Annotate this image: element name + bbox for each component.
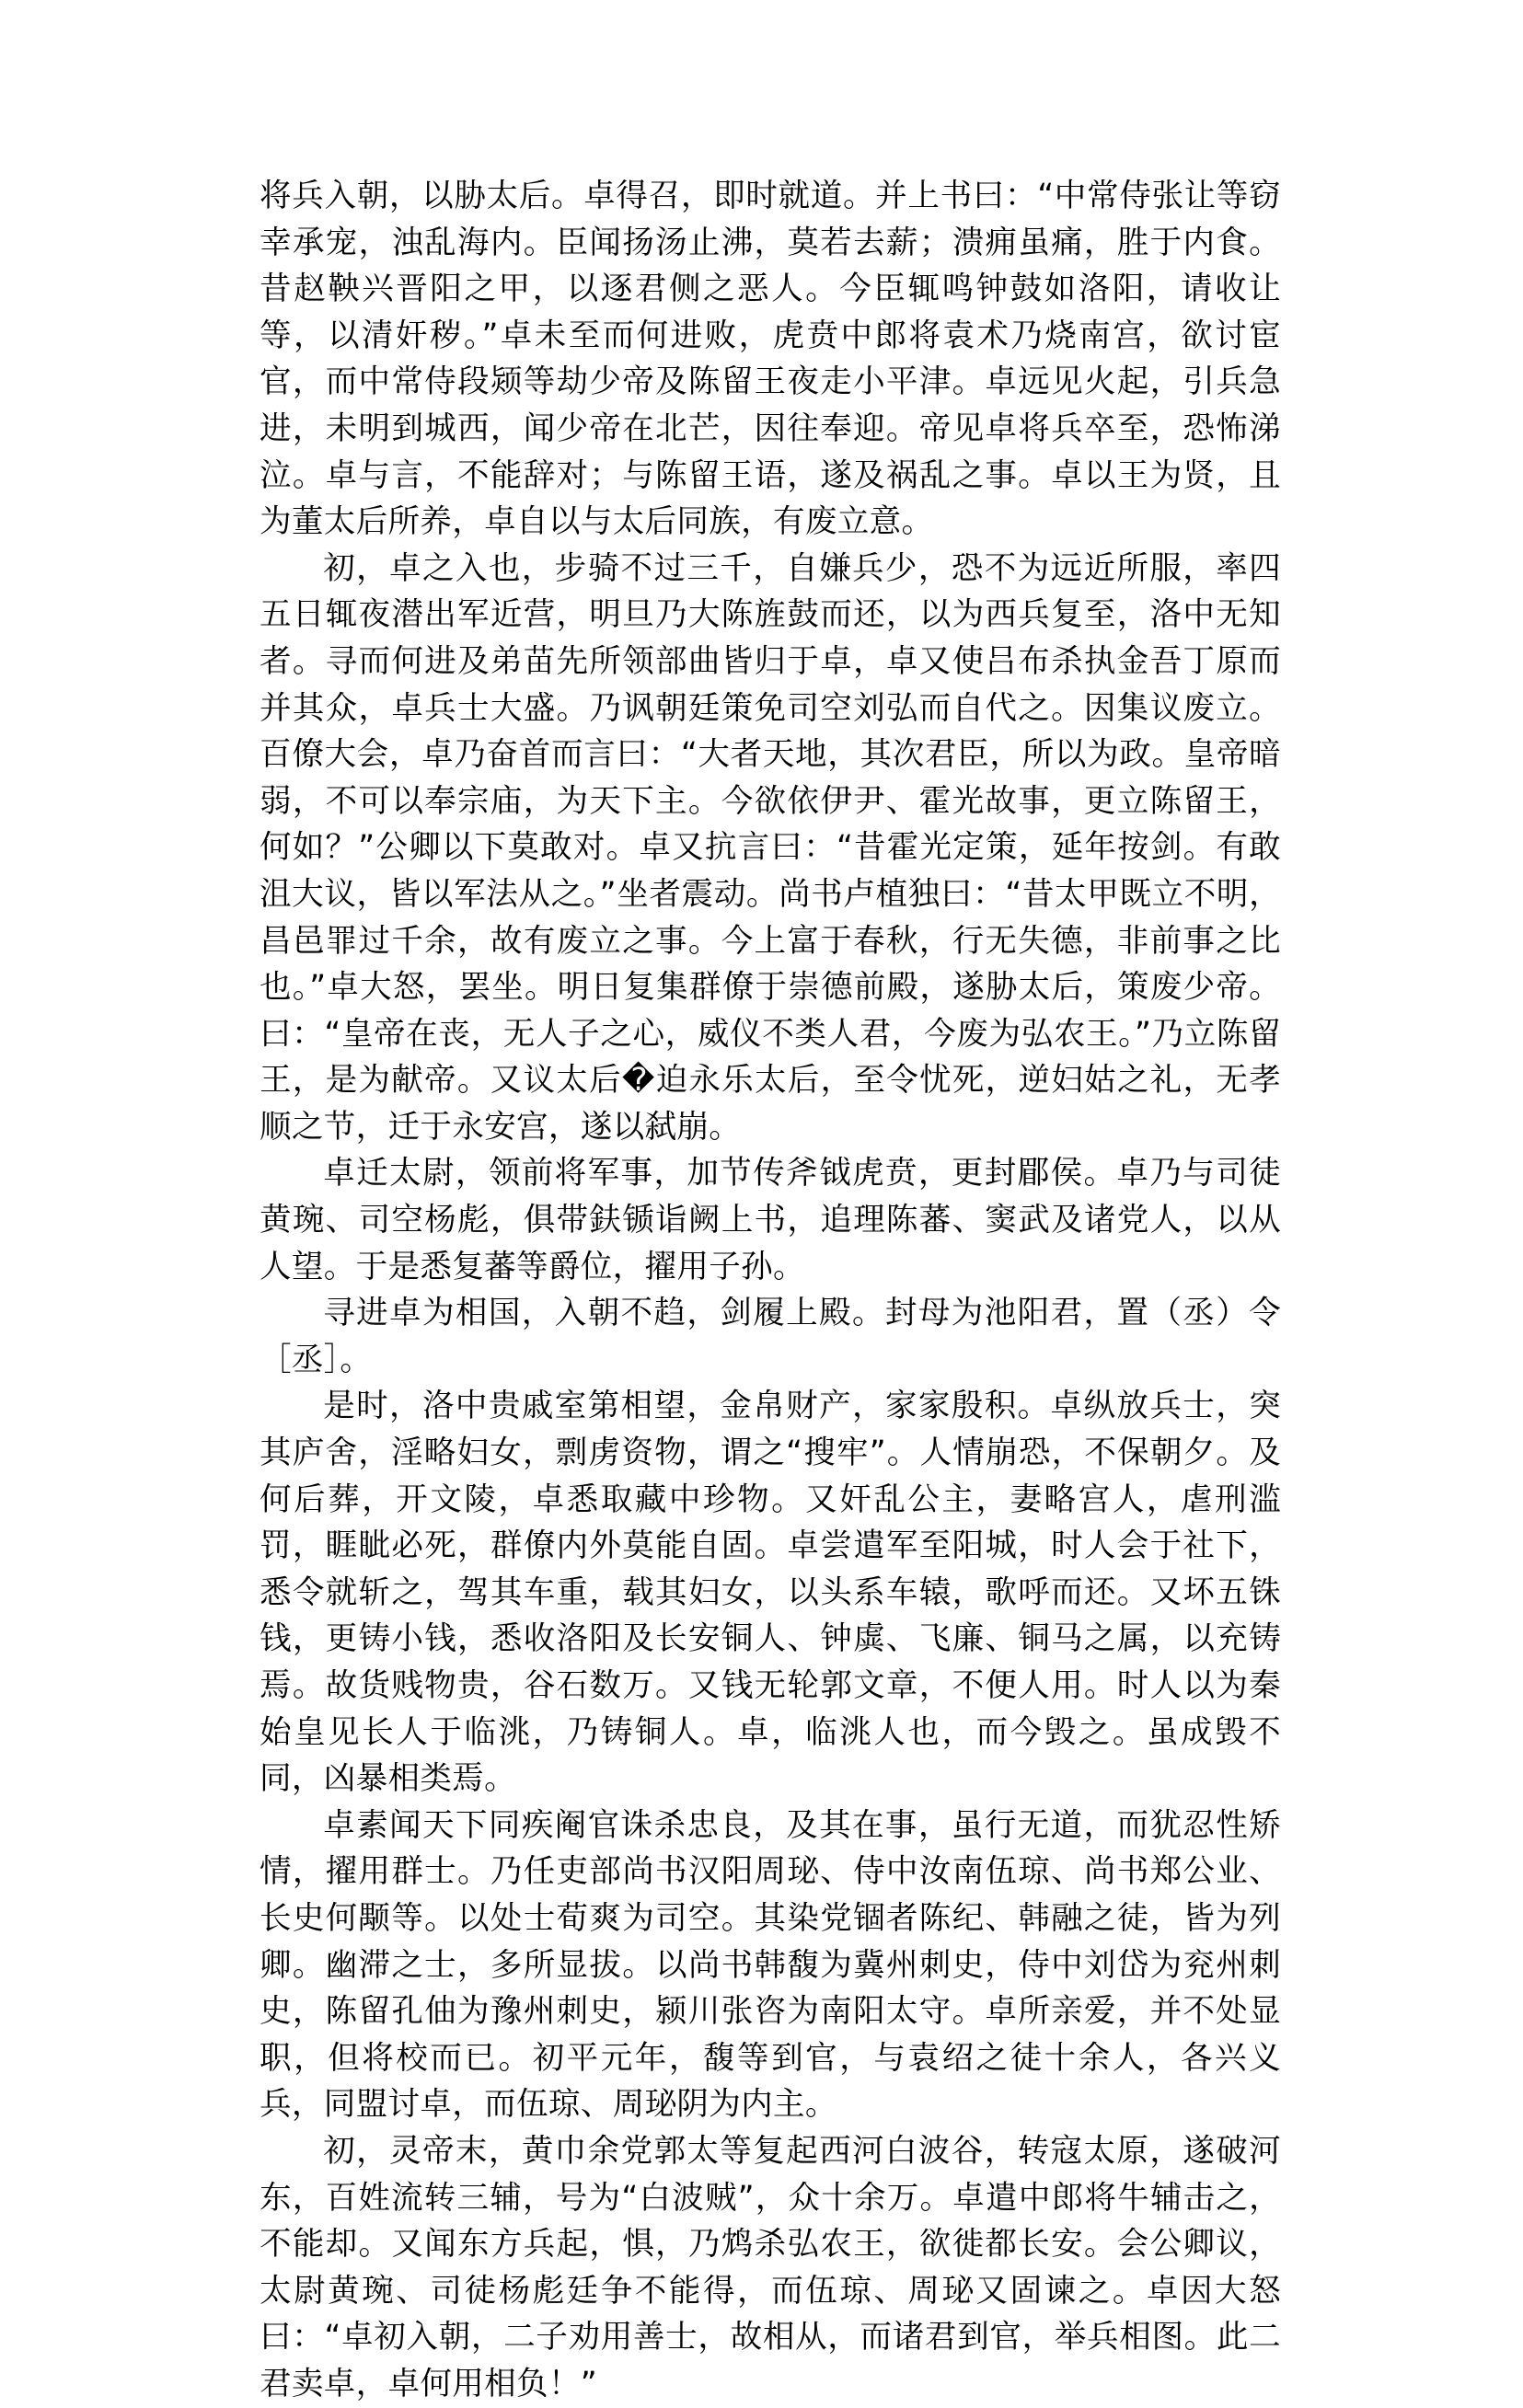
paragraph-5: 是时，洛中贵戚室第相望，金帛财产，家家殷积。卓纵放兵士，突其庐舍，淫略妇女，剽虏资物，谓之“搜牢”。人情崩恐，不保朝夕。及何后葬，开文陵，卓悉取藏中珍物。又奸乱公主，妻略宫人，虐刑滥罚，睚眦必死，群僚内外莫能自固。卓尝遣军至阳城，时人会于社下，悉令就斩之，驾其车重，载其妇女，以头系车辕，歌呼而还。又坏五铢钱，更铸小钱，悉收洛阳及长安铜人、钟虡、飞廉、铜马之属，以充铸焉。故货贱物贵，谷石数万。又钱无轮郭文章，不便人用。时人以为秦始皇见长人于临洮，乃铸铜人。卓，临洮人也，而今毁之。虽成毁不同，凶暴相类焉。 bbox=[260, 1388, 1281, 1798]
paragraph-4: 寻进卓为相国，入朝不趋，剑履上殿。封母为池阳君，置（丞）令［丞］。 bbox=[260, 1295, 1281, 1378]
paragraph-3: 卓迁太尉，领前将军事，加节传斧钺虎贲，更封郿侯。卓乃与司徒黄琬、司空杨彪，俱带鈇锧诣阙上书，追理陈蕃、窦武及诸党人，以从人望。于是悉复蕃等爵位，擢用子孙。 bbox=[260, 1155, 1281, 1285]
paragraph-1: 将兵入朝，以胁太后。卓得召，即时就道。并上书曰：“中常侍张让等窃幸承宠，浊乱海内。臣闻扬汤止沸，莫若去薪；溃痈虽痛，胜于内食。昔赵鞅兴晋阳之甲，以逐君侧之恶人。今臣辄鸣钟鼓如洛阳，请收让等，以清奸秽。”卓未至而何进败，虎贲中郎将袁术乃烧南宫，欲讨宦官，而中常侍段颎等劫少帝及陈留王夜走小平津。卓远见火起，引兵急进，未明到城西，闻少帝在北芒，因往奉迎。帝见卓将兵卒至，恐怖涕泣。卓与言，不能辞对；与陈留王语，遂及祸乱之事。卓以王为贤，且为董太后所养，卓自以与太后同族，有废立意。 bbox=[260, 178, 1281, 541]
paragraph-7: 初，灵帝末，黄巾余党郭太等复起西河白波谷，转寇太原，遂破河东，百姓流转三辅，号为“白波贼”，众十余万。卓遣中郎将牛辅击之，不能却。又闻东方兵起，惧，乃鸩杀弘农王，欲徙都长安。会公卿议，太尉黄琬、司徒杨彪廷争不能得，而伍琼、周珌又固谏之。卓因大怒曰：“卓初入朝，二子劝用善士，故相从，而诸君到官，举兵相图。此二君卖卓，卓何用相负！” bbox=[260, 2132, 1281, 2402]
body-text bbox=[260, 173, 1281, 2408]
paragraph-6: 卓素闻天下同疾阉官诛杀忠良，及其在事，虽行无道，而犹忍性矫情，擢用群士。乃任吏部尚书汉阳周珌、侍中汝南伍琼、尚书郑公业、长史何颙等。以处士荀爽为司空。其染党锢者陈纪、韩融之徒，皆为列卿。幽滞之士，多所显拔。以尚书韩馥为冀州刺史，侍中刘岱为兖州刺史，陈留孔伷为豫州刺史，颍川张咨为南阳太守。卓所亲爱，并不处显职，但将校而已。初平元年，馥等到官，与袁绍之徒十余人，各兴义兵，同盟讨卓，而伍琼、周珌阴为内主。 bbox=[260, 1806, 1281, 2124]
paragraph-2: 初，卓之入也，步骑不过三千，自嫌兵少，恐不为远近所服，率四五日辄夜潜出军近营，明旦乃大陈旌鼓而还，以为西兵复至，洛中无知者。寻而何进及弟苗先所领部曲皆归于卓，卓又使吕布杀执金吾丁原而并其众，卓兵士大盛。乃讽朝廷策免司空刘弘而自代之。因集议废立。百僚大会，卓乃奋首而言曰：“大者天地，其次君臣，所以为政。皇帝暗弱，不可以奉宗庙，为天下主。今欲依伊尹、霍光故事，更立陈留王，何如？”公卿以下莫敢对。卓又抗言曰：“昔霍光定策，延年按剑。有敢沮大议，皆以军法从之。”坐者震动。尚书卢植独曰：“昔太甲既立不明，昌邑罪过千余，故有废立之事。今上富于春秋，行无失德，非前事之比也。”卓大怒，罢坐。明日复集群僚于崇德前殿，遂胁太后，策废少帝。曰：“皇帝在丧，无人子之心，威仪不类人君，今废为弘农王。”乃立陈留王，是为献帝。又议太后�迫永乐太后，至令忧死，逆妇姑之礼，无孝顺之节，迁于永安宫，遂以弑崩。 bbox=[260, 549, 1281, 1146]
